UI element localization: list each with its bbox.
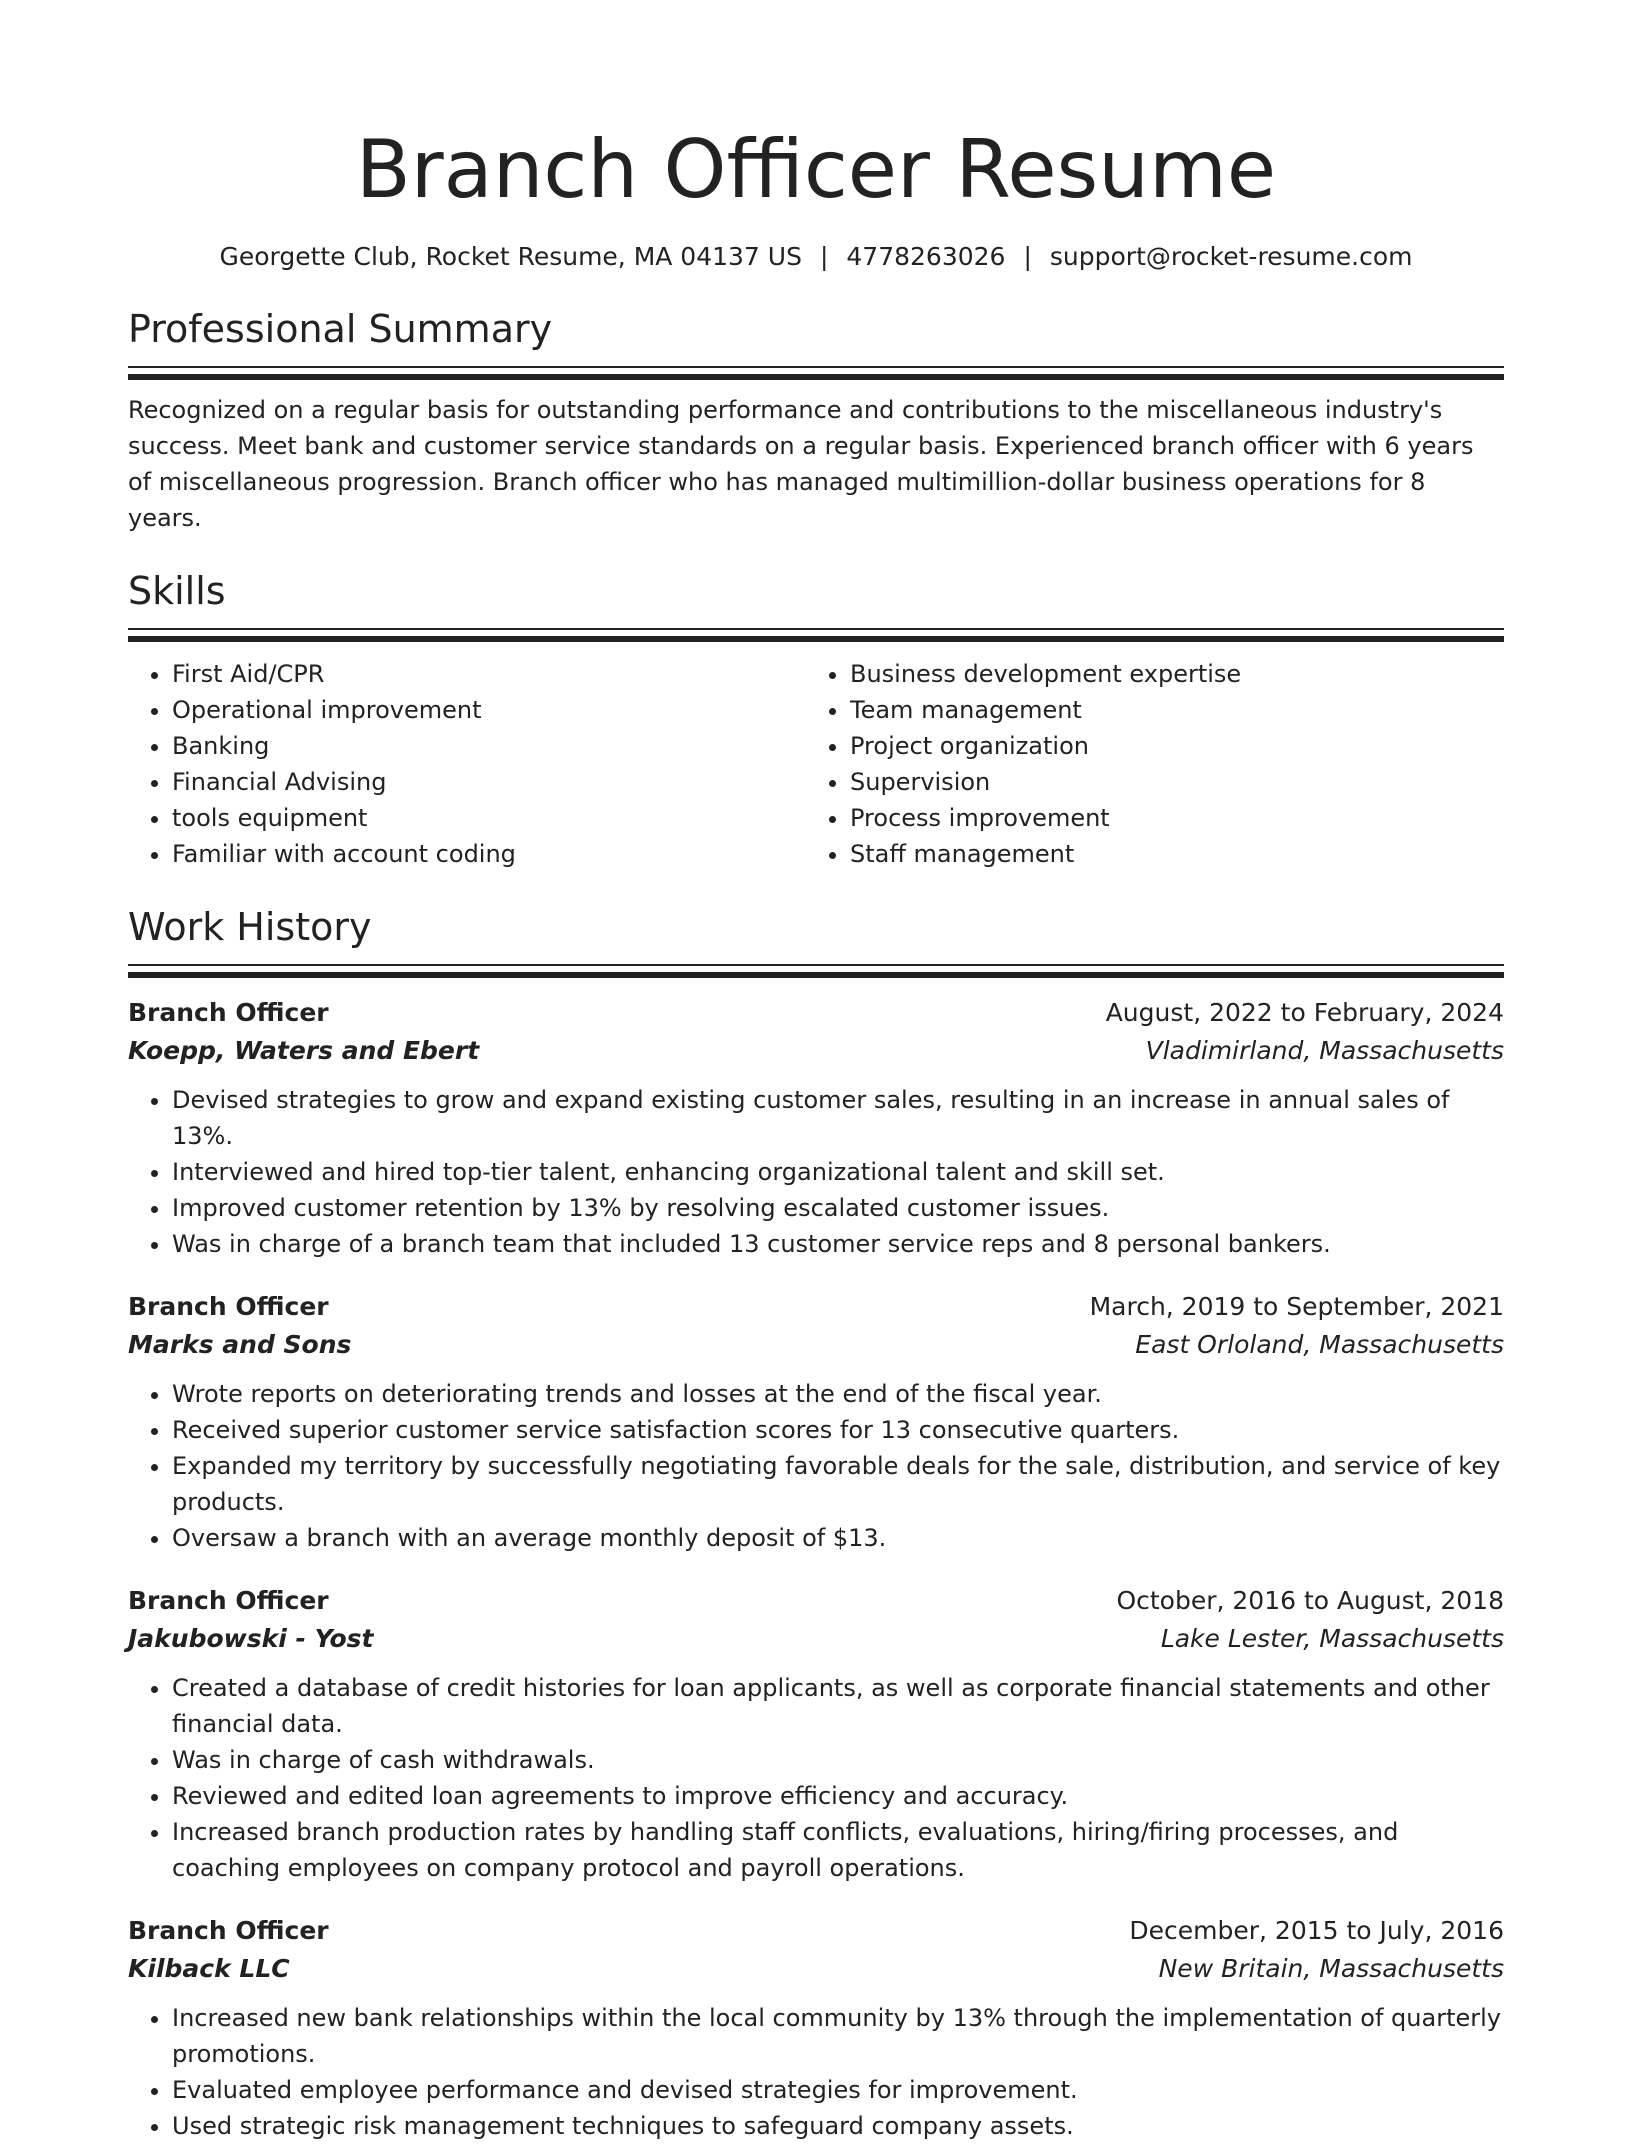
job-bullet: • Increased branch production rates by handling staff conflicts, evaluations, hiring/firing processes, and coaching employees on company protocol and payroll operations.	[172, 1814, 1504, 1886]
job-bullet: • Devised strategies to grow and expand existing customer sales, resulting in an increase in annual sales of 13%.	[172, 1082, 1504, 1154]
section-heading-work: Work History	[128, 905, 372, 949]
job-company: Jakubowski - Yost	[128, 1624, 374, 1653]
job-location: Vladimirland, Massachusetts	[1145, 1036, 1504, 1065]
job-dates: October, 2016 to August, 2018	[1116, 1586, 1504, 1615]
job-bullet: • Created a database of credit histories for loan applicants, as well as corporate financial statements and other financial data.	[172, 1670, 1504, 1742]
job-dates: August, 2022 to February, 2024	[1105, 998, 1504, 1027]
skill-item: • Familiar with account coding	[172, 836, 806, 872]
section-heading-summary: Professional Summary	[128, 307, 553, 351]
work-history-section	[128, 902, 1504, 2144]
job-bullet: • Received superior customer service satisfaction scores for 13 consecutive quarters.	[172, 1412, 1504, 1448]
skill-item: • Business development expertise	[850, 656, 1484, 692]
section-rule	[128, 366, 1504, 380]
job-bullet: • Used strategic risk management techniques to safeguard company assets.	[172, 2108, 1504, 2144]
job-entry	[128, 1288, 1504, 1556]
job-location: East Orloland, Massachusetts	[1135, 1330, 1504, 1359]
job-entry	[128, 1582, 1504, 1886]
job-bullet: • Evaluated employee performance and devised strategies for improvement.	[172, 2072, 1504, 2108]
job-bullets	[128, 1376, 1504, 1556]
skill-item: • Team management	[850, 692, 1484, 728]
job-bullet: • Expanded my territory by successfully negotiating favorable deals for the sale, distribution, and service of key products.	[172, 1448, 1504, 1520]
job-location: Lake Lester, Massachusetts	[1160, 1624, 1504, 1653]
job-bullet: • Oversaw a branch with an average monthly deposit of $13.	[172, 1520, 1504, 1556]
job-location: New Britain, Massachusetts	[1158, 1954, 1504, 1983]
job-bullets	[128, 2000, 1504, 2144]
section-rule	[128, 964, 1504, 978]
resume-title: Branch Officer Resume	[355, 123, 1277, 216]
job-bullet: • Was in charge of cash withdrawals.	[172, 1742, 1504, 1778]
job-dates: March, 2019 to September, 2021	[1089, 1292, 1504, 1321]
skill-item: • tools equipment	[172, 800, 806, 836]
job-company: Marks and Sons	[128, 1330, 352, 1359]
job-bullets	[128, 1082, 1504, 1262]
job-title: Branch Officer	[128, 998, 329, 1027]
skill-item: • Operational improvement	[172, 692, 806, 728]
skill-item: • Banking	[172, 728, 806, 764]
resume-page	[128, 0, 1504, 2144]
job-bullet: • Was in charge of a branch team that included 13 customer service reps and 8 personal bankers.	[172, 1226, 1504, 1262]
job-company: Koepp, Waters and Ebert	[128, 1036, 480, 1065]
job-entry	[128, 1912, 1504, 2144]
section-heading-skills: Skills	[128, 569, 226, 613]
summary-text: Recognized on a regular basis for outstanding performance and contributions to the miscellaneous industry's success. Meet bank and customer service standards on a regular basis. Experienced branch officer with 6 years of miscellaneous progression. Branch officer who has managed multimillion-dollar business operations for 8 years.	[128, 396, 1474, 532]
job-bullet: • Increased new bank relationships within the local community by 13% through the implementation of quarterly promotions.	[172, 2000, 1504, 2072]
skill-item: • Project organization	[850, 728, 1484, 764]
skills-section	[128, 566, 1504, 872]
job-bullet: • Wrote reports on deteriorating trends and losses at the end of the fiscal year.	[172, 1376, 1504, 1412]
skills-list-left	[128, 656, 806, 872]
skill-item: • Staff management	[850, 836, 1484, 872]
skills-list-right	[806, 656, 1484, 872]
job-company: Kilback LLC	[128, 1954, 290, 1983]
contact-email: support@rocket-resume.com	[1049, 242, 1413, 271]
contact-separator: |	[1023, 242, 1032, 271]
skill-item: • First Aid/CPR	[172, 656, 806, 692]
job-bullet: • Interviewed and hired top-tier talent, enhancing organizational talent and skill set.	[172, 1154, 1504, 1190]
job-title: Branch Officer	[128, 1292, 329, 1321]
skill-item: • Financial Advising	[172, 764, 806, 800]
contact-line	[128, 240, 1504, 274]
job-dates: December, 2015 to July, 2016	[1129, 1916, 1504, 1945]
skills-columns	[128, 656, 1504, 872]
skill-item: • Supervision	[850, 764, 1484, 800]
job-entry	[128, 994, 1504, 1262]
contact-separator: |	[819, 242, 829, 271]
contact-phone: 4778263026	[846, 242, 1006, 271]
professional-summary-section	[128, 304, 1504, 536]
job-bullet: • Reviewed and edited loan agreements to improve efficiency and accuracy.	[172, 1778, 1504, 1814]
job-title: Branch Officer	[128, 1586, 329, 1615]
job-bullets	[128, 1670, 1504, 1886]
section-rule	[128, 628, 1504, 642]
job-title: Branch Officer	[128, 1916, 329, 1945]
job-bullet: • Improved customer retention by 13% by resolving escalated customer issues.	[172, 1190, 1504, 1226]
contact-address: Georgette Club, Rocket Resume, MA 04137 US	[219, 242, 802, 271]
skill-item: • Process improvement	[850, 800, 1484, 836]
